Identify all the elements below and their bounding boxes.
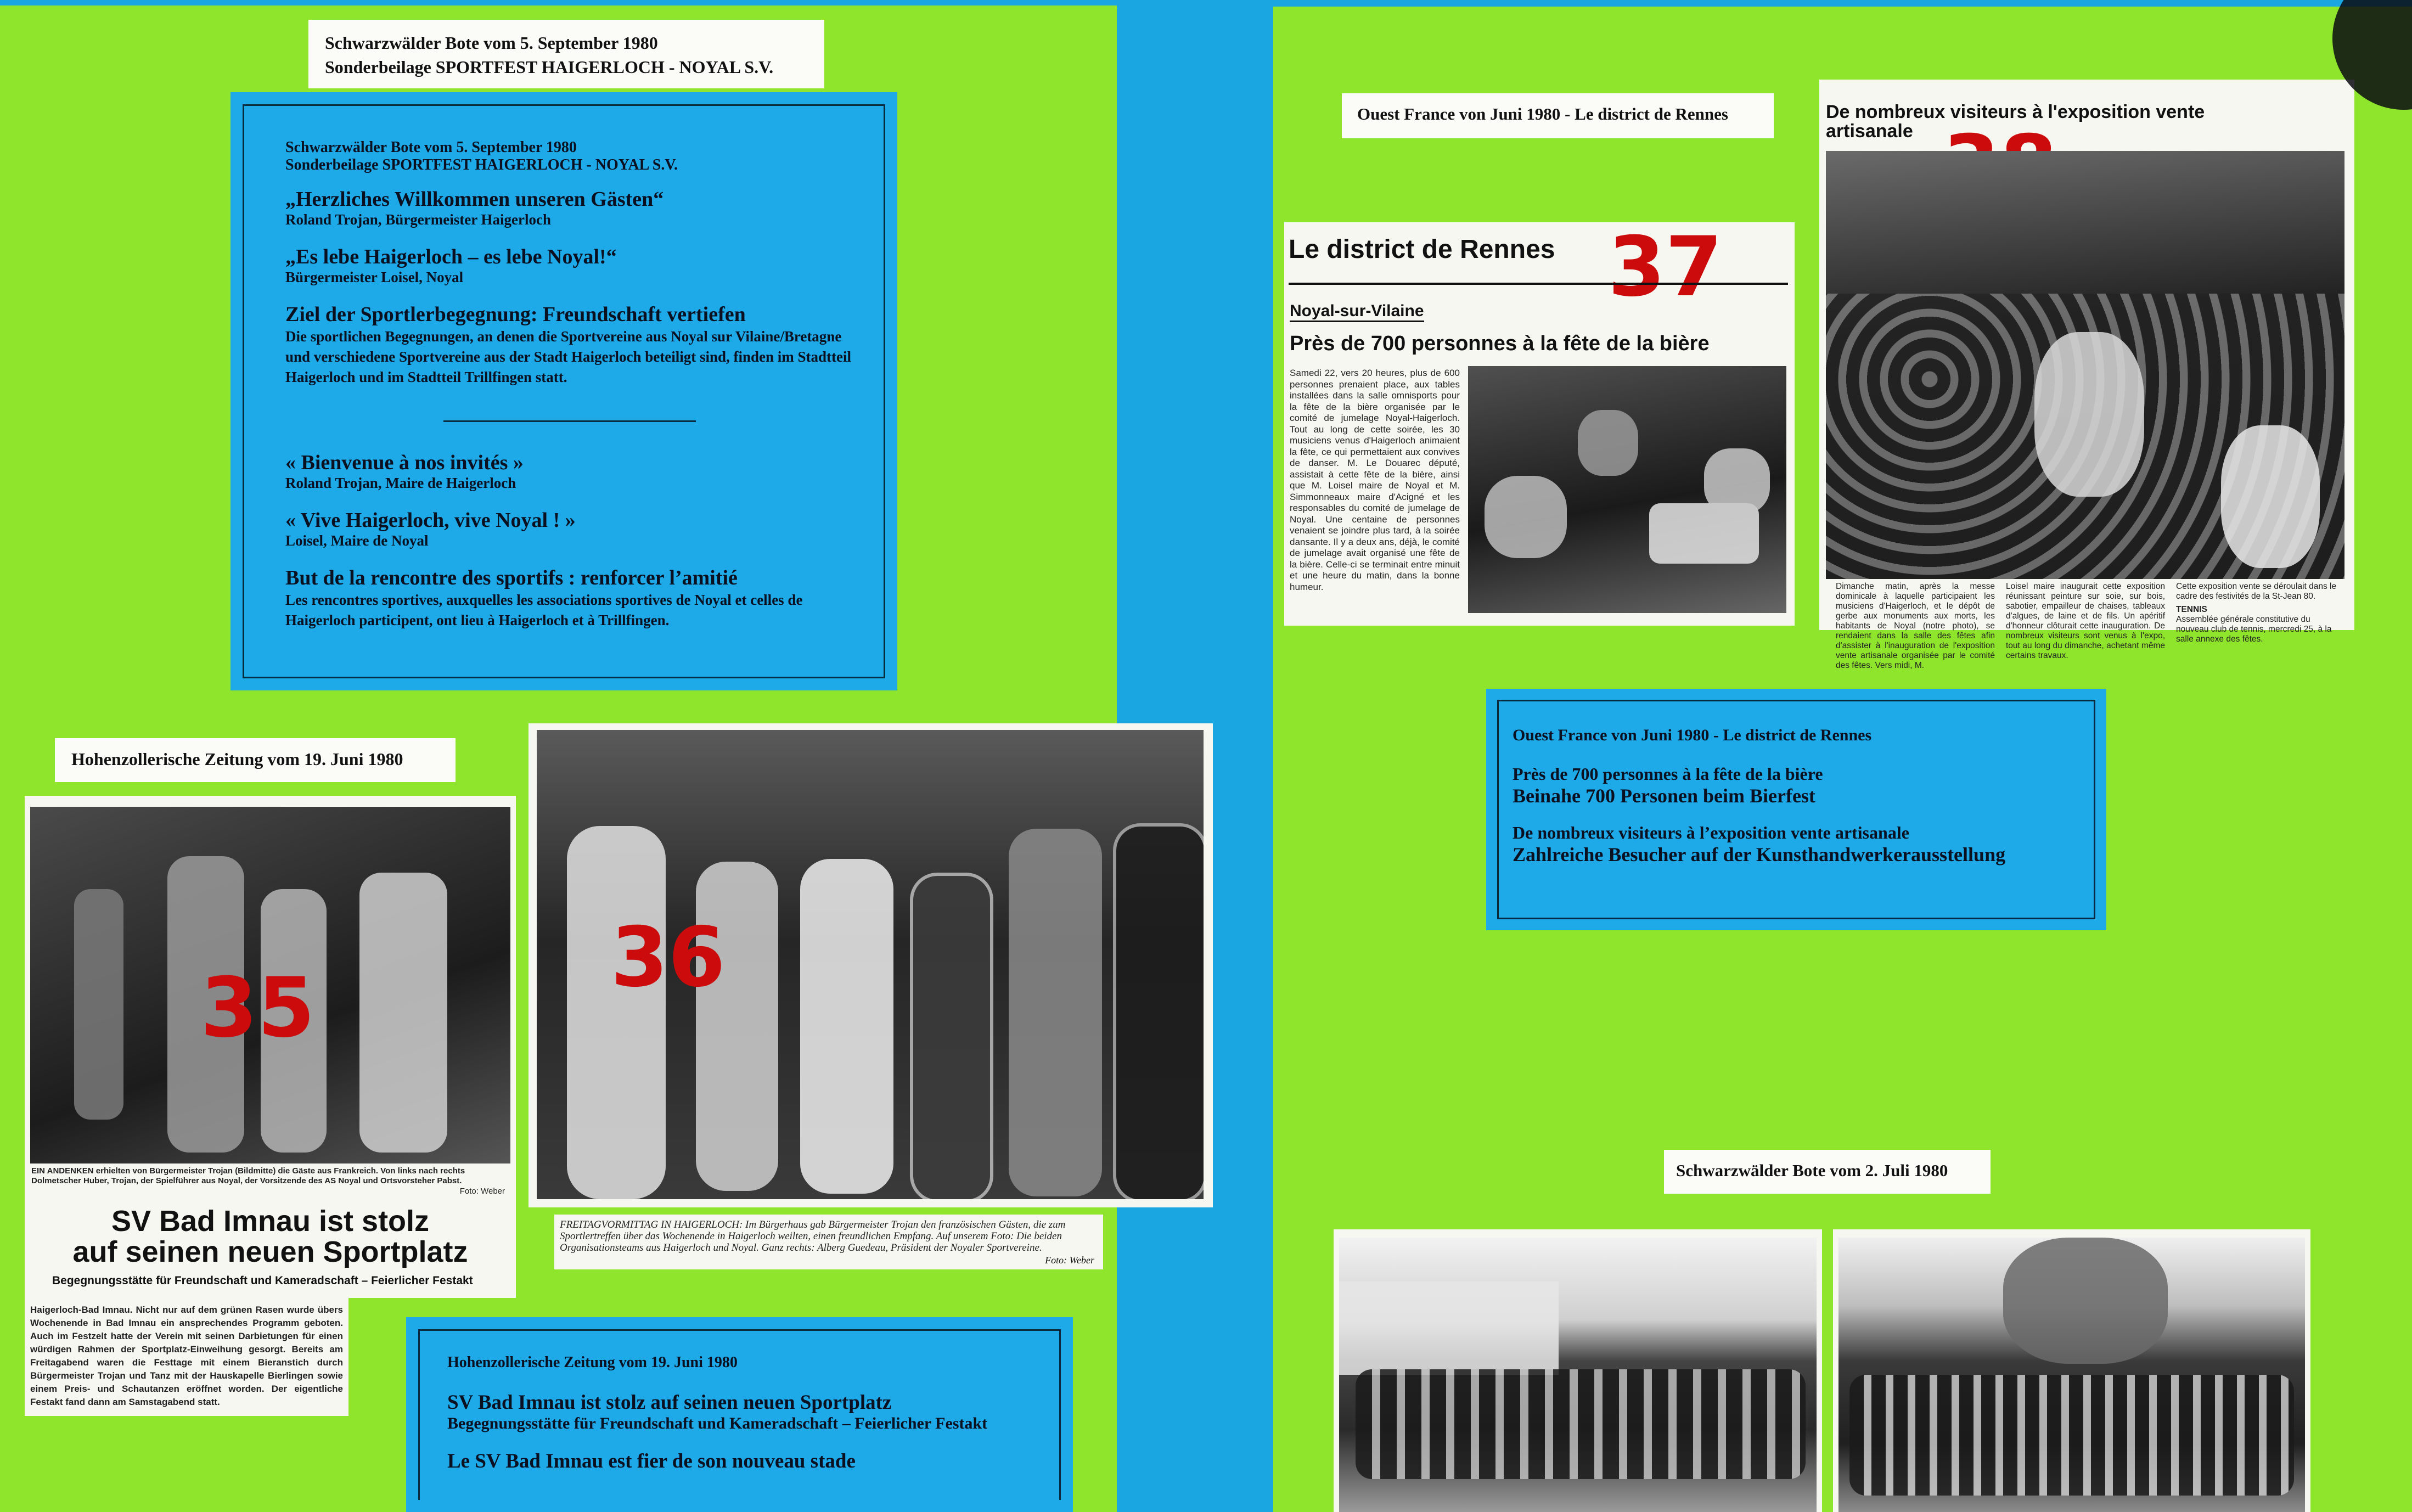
clipping-35-lower — [25, 1235, 516, 1298]
panel3-line2: Beinahe 700 Personen beim Bierfest — [1513, 785, 1815, 807]
of-source-label — [1342, 93, 1774, 138]
col2-38: Loisel maire inaugurait cette exposition réunissant peinture sur soie, sur bois, sabotier, empailleur de chaises, tableaux d'algues, de laine et de fils. Un apéritif d'honneur clôturait cette inauguration. De nombreux visiteurs sont venus à l'expo, tout au long du dimanche, achetant même certains travaux. — [2006, 582, 2165, 660]
hz-source-label — [55, 738, 456, 782]
figure — [910, 873, 993, 1199]
photo-37 — [1468, 366, 1786, 613]
locality-37: Noyal-sur-Vilaine — [1290, 302, 1424, 322]
panel-sub-welcome-de: Roland Trojan, Bürgermeister Haigerloch — [285, 211, 551, 228]
tree — [2003, 1238, 2168, 1364]
clipping-38 — [1819, 80, 2354, 670]
headline-38: De nombreux visiteurs à l'exposition vente artisanale — [1826, 102, 2205, 142]
col3-38-head: TENNIS — [2176, 605, 2207, 614]
headline-35 — [25, 1206, 516, 1236]
credit-36: Foto: Weber — [1045, 1255, 1094, 1266]
panel3-line3: De nombreux visiteurs à l’exposition vente artisanale — [1513, 823, 1909, 842]
translation-panel-ouest-france — [1486, 689, 2106, 930]
figure — [359, 873, 447, 1153]
translation-panel-sportplatz — [406, 1317, 1073, 1512]
panel-source-1: Schwarzwälder Bote vom 5. September 1980 — [285, 139, 577, 156]
panel-divider — [443, 420, 696, 422]
figure — [74, 889, 123, 1120]
panel-heading-welcome-de: „Herzliches Willkommen unseren Gästen“ — [285, 188, 664, 211]
panel2-heading-de: SV Bad Imnau ist stolz auf seinen neuen Sportplatz — [447, 1391, 892, 1414]
subhead-35: Begegnungsstätte für Freundschaft und Kameradschaft – Feierlicher Festakt — [52, 1274, 473, 1287]
panel3-line1: Près de 700 personnes à la fête de la bière — [1513, 764, 1823, 784]
figure — [2221, 425, 2320, 568]
number-37: 37 — [1608, 220, 1723, 315]
clipping-35-body — [25, 1298, 348, 1416]
panel-heading-welcome-fr: « Bienvenue à nos invités » — [285, 451, 524, 474]
clipping-band-photo-right — [1833, 1229, 2310, 1512]
sb-source-text: Schwarzwälder Bote vom 2. Juli 1980 — [1676, 1161, 1948, 1180]
panel-inner — [243, 104, 885, 678]
col3-38-body: Assemblée générale constitutive du nouveau club de tennis, mercredi 25, à la salle annexe des fêtes. — [2176, 615, 2332, 644]
figure — [567, 826, 666, 1199]
photo-band-right — [1838, 1238, 2305, 1512]
photo-38 — [1826, 151, 2344, 579]
clipping-band-photo-left — [1334, 1229, 1822, 1512]
caption-35 — [31, 1166, 487, 1186]
panel2-inner — [418, 1329, 1061, 1500]
number-36: 36 — [611, 910, 726, 1005]
number-35: 35 — [200, 960, 315, 1056]
panel3-source: Ouest France von Juni 1980 - Le district de Rennes — [1513, 726, 1872, 744]
col1-38: Dimanche matin, après la messe dominicale à laquelle participaient les musiciens d'Haigerloch, et le dépôt de gerbe aux monuments aux morts, les habitants de Noyal (notre photo), se rendaient dans la salle des fêtes afin d'assister à l'inauguration de l'exposition vente artisanale organisée par le comité des fêtes. Vers midi, M. — [1836, 582, 1995, 670]
panel-heading-goal-fr: But de la rencontre des sportifs : renforcer l’amitié — [285, 566, 738, 589]
panel-sub-vive-de: Bürgermeister Loisel, Noyal — [285, 269, 464, 285]
panel-sub-vive-fr: Loisel, Maire de Noyal — [285, 532, 429, 549]
photo-band-left — [1339, 1238, 1817, 1512]
panel-heading-vive-de: „Es lebe Haigerloch – es lebe Noyal!“ — [285, 245, 617, 268]
top-source-line1: Schwarzwälder Bote vom 5. September 1980 — [325, 33, 658, 53]
top-source-line2: Sonderbeilage SPORTFEST HAIGERLOCH - NOYAL S.V. — [325, 57, 774, 77]
panel3-line4: Zahlreiche Besucher auf der Kunsthandwerkerausstellung — [1513, 844, 2006, 865]
panel2-sub-de: Begegnungsstätte für Freundschaft und Kameradschaft – Feierlicher Festakt — [447, 1414, 988, 1432]
figure — [1704, 448, 1770, 514]
caption-36: FREITAGVORMITTAG IN HAIGERLOCH: Im Bürgerhaus gab Bürgermeister Trojan den französischen Gästen, die zum Sportlertreffen über das Wochenende in Haigerloch weilten, einen freundlichen Empfang. Auf unserem Foto: Die beiden Organisationsteams aus Haigerloch und Noyal. Ganz rechts: Alberg Guedeau, Präsident der Noyaler Sportvereine. — [560, 1219, 1066, 1254]
body-35: Haigerloch-Bad Imnau. Nicht nur auf dem grünen Rasen wurde übers Wochenende in Bad Imnau ein ansprechendes Programm geboten. Auch im Festzelt hatte der Verein mit seinen Darbietungen für einen würdigen Rahmen der Sportplatz-Einweihung gesorgt. Bereits am Freitagabend waren die Festtage mit einem Bieranstich durch Bürgermeister Trojan und Tanz mit der Hauskapelle Bierlingen sowie einem Preis- und Schautanzen eröffnet worden. Der eigentliche Festakt fand dann am Samstagabend statt. — [30, 1305, 343, 1407]
headline-35-line2: auf seinen neuen Sportplatz — [72, 1235, 468, 1268]
building — [1339, 1281, 1559, 1375]
headline-35-line1: SV Bad Imnau ist stolz — [111, 1205, 430, 1238]
clipping-35 — [25, 796, 516, 1253]
figure — [1113, 823, 1204, 1199]
panel3-inner — [1497, 700, 2095, 919]
col3-38-text: Cette exposition vente se déroulait dans le cadre des festivités de la St-Jean 80. — [2176, 582, 2337, 601]
clipping-36 — [528, 723, 1213, 1207]
credit-35: Foto: Weber — [459, 1187, 505, 1196]
masthead-rule — [1289, 283, 1788, 285]
headline-37: Près de 700 personnes à la fête de la bière — [1290, 332, 1710, 355]
panel-text-goal-de: Die sportlichen Begegnungen, an denen die Sportvereine aus Noyal sur Vilaine/Bretagne und verschiedene Sportvereine aus der Stadt Haigerloch beteiligt sind, finden im Stadtteil Haigerloch und im Stadtteil Trillfingen statt. — [285, 328, 852, 385]
sb-source-label — [1664, 1150, 1991, 1194]
figure — [1578, 410, 1638, 476]
panel-text-goal-fr: Les rencontres sportives, auxquelles les associations sportives de Noyal et celles de Haigerloch participent, ont lieu à Haigerloch et à Trillfingen. — [285, 592, 803, 628]
band-members — [1356, 1369, 1806, 1479]
figure — [800, 859, 893, 1194]
hz-source-text: Hohenzollerische Zeitung vom 19. Juni 1980 — [71, 749, 403, 769]
caption-35-text: EIN ANDENKEN erhielten von Bürgermeister Trojan (Bildmitte) die Gäste aus Frankreich. Von links nach rechts Dolmetscher Huber, Trojan, der Spielführer aus Noyal, der Vorsitzende des AS Noyal und Ortsvorsteher Pabst. — [31, 1166, 465, 1185]
body-37: Samedi 22, vers 20 heures, plus de 600 personnes prenaient place, aux tables installées dans la salle omnisports pour la fête de la bière organisée par le comité de jumelage Noyal-Haigerloch. Tout au long de cette soirée, les 30 musiciens venus d'Haigerloch animaient la fête, ce qui permettaient aux convives de danser. M. Le Douarec député, assistait à cette fête de la bière, ainsi que M. Loisel maire de Noyal et M. Simmonneaux maire d'Acigné et les responsables du comité de jumelage de Noyal. Une centaine de personnes venaient se joindre plus tard, à la soirée dansante. Il y a deux ans, déjà, le comité de jumelage avait organisé une fête de la bière. Celle-ci se terminait entre minuit et une heure du matin, dans la bonne humeur. — [1290, 368, 1460, 592]
figure — [2034, 332, 2144, 497]
panel-sub-welcome-fr: Roland Trojan, Maire de Haigerloch — [285, 475, 516, 491]
panel2-source: Hohenzollerische Zeitung vom 19. Juni 1980 — [447, 1354, 738, 1371]
clipping-37 — [1284, 222, 1795, 626]
col3-38 — [2176, 582, 2341, 644]
translation-panel-welcome — [230, 92, 897, 690]
clipping-36-caption — [554, 1215, 1103, 1269]
top-source-label — [308, 20, 824, 88]
of-source-text: Ouest France von Juni 1980 - Le district de Rennes — [1357, 104, 1728, 123]
panel2-heading-fr: Le SV Bad Imnau est fier de son nouveau stade — [447, 1450, 856, 1472]
figure — [1485, 476, 1567, 558]
masthead-37: Le district de Rennes — [1289, 235, 1555, 264]
panel-source-2: Sonderbeilage SPORTFEST HAIGERLOCH - NOYAL S.V. — [285, 156, 678, 173]
figure — [1009, 829, 1102, 1196]
band-members — [1849, 1375, 2294, 1496]
panel-heading-vive-fr: « Vive Haigerloch, vive Noyal ! » — [285, 509, 576, 532]
panel-heading-goal-de: Ziel der Sportlerbegegnung: Freundschaft vertiefen — [285, 303, 746, 326]
